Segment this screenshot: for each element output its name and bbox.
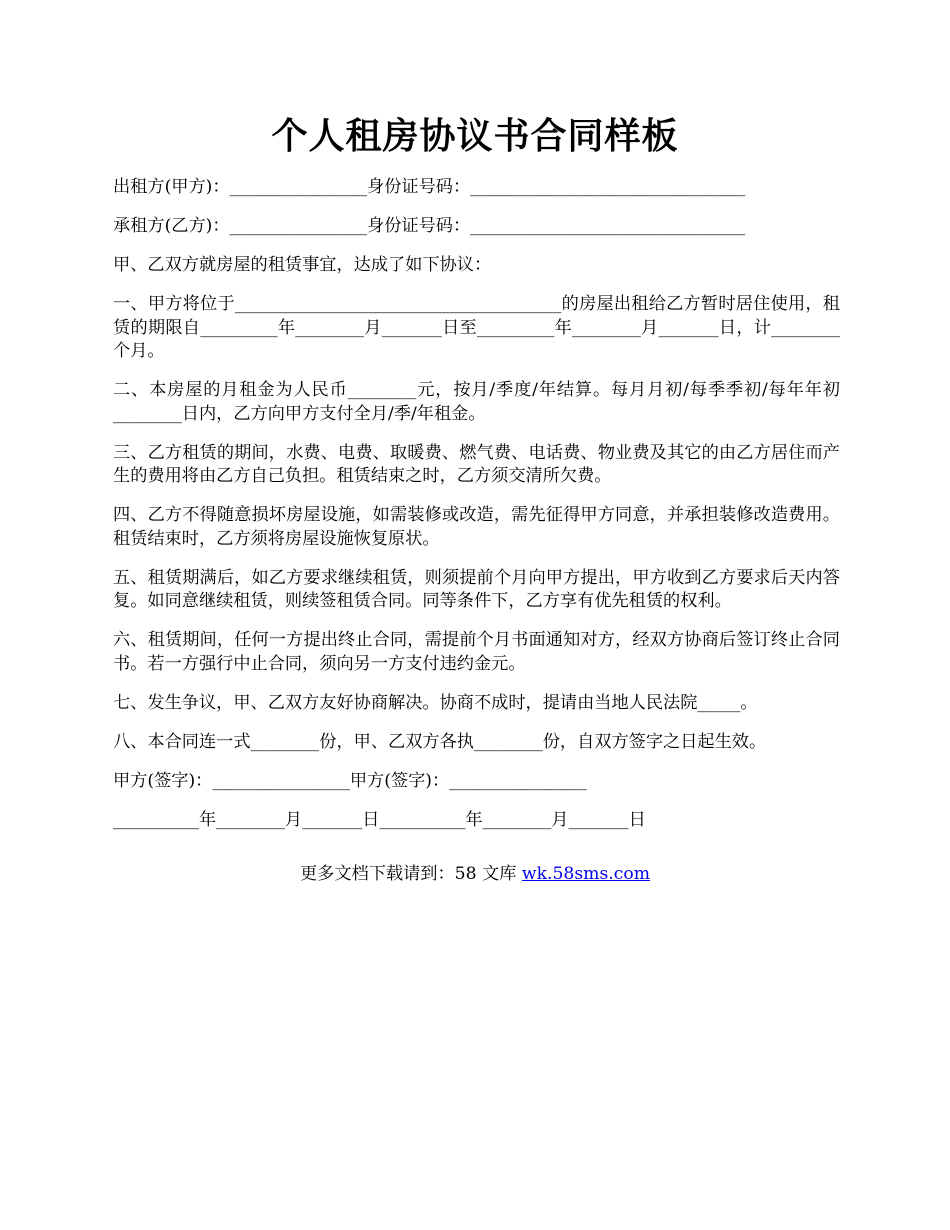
signature-line: 甲方(签字)：________________甲方(签字)：________________	[113, 770, 587, 791]
clause-8: 八、本合同连一式________份，甲、乙双方各执________份，自双方签字之日起生效。	[113, 731, 767, 752]
document-body	[113, 176, 840, 848]
clause-2: 二、本房屋的月租金为人民币________元，按月/季度/年结算。每月月初/每季季初/每年年初________日内，乙方向甲方支付全月/季/年租金。	[113, 380, 840, 424]
agreement-intro: 甲、乙双方就房屋的租赁事宜，达成了如下协议：	[113, 255, 492, 275]
clause-6: 六、租赁期间，任何一方提出终止合同，需提前个月书面通知对方，经双方协商后签订终止合同书。若一方强行中止合同，须向另一方支付违约金元。	[113, 630, 840, 674]
document-title: 个人租房协议书合同样板	[271, 115, 679, 157]
clause-3: 三、乙方租赁的期间，水费、电费、取暖费、燃气费、电话费、物业费及其它的由乙方居住而产生的费用将由乙方自己负担。租赁结束之时，乙方须交清所欠费。	[113, 442, 840, 486]
footer	[0, 862, 950, 886]
footer-link[interactable]: wk.58sms.com	[521, 864, 650, 884]
lessor-line: 出租方(甲方)：________________身份证号码：________________________________	[113, 177, 746, 197]
footer-text: 更多文档下载请到：58 文库	[299, 864, 522, 884]
clause-7: 七、发生争议，甲、乙双方友好协商解决。协商不成时，提请由当地人民法院_____。	[113, 692, 758, 713]
clause-5: 五、租赁期满后，如乙方要求继续租赁，则须提前个月向甲方提出，甲方收到乙方要求后天内答复。如同意继续租赁，则续签租赁合同。同等条件下，乙方享有优先租赁的权利。	[113, 567, 840, 611]
clause-4: 四、乙方不得随意损坏房屋设施，如需装修或改造，需先征得甲方同意，并承担装修改造费用。租赁结束时，乙方须将房屋设施恢复原状。	[113, 505, 840, 549]
clause-1: 一、甲方将位于______________________________________的房屋出租给乙方暂时居住使用，租赁的期限自_________年________月_______日至_________年________月_______日，计________个月。	[113, 294, 840, 361]
date-line: __________年________月_______日__________年________月_______日	[113, 809, 646, 830]
lessee-line: 承租方(乙方)：________________身份证号码：________________________________	[113, 216, 746, 236]
